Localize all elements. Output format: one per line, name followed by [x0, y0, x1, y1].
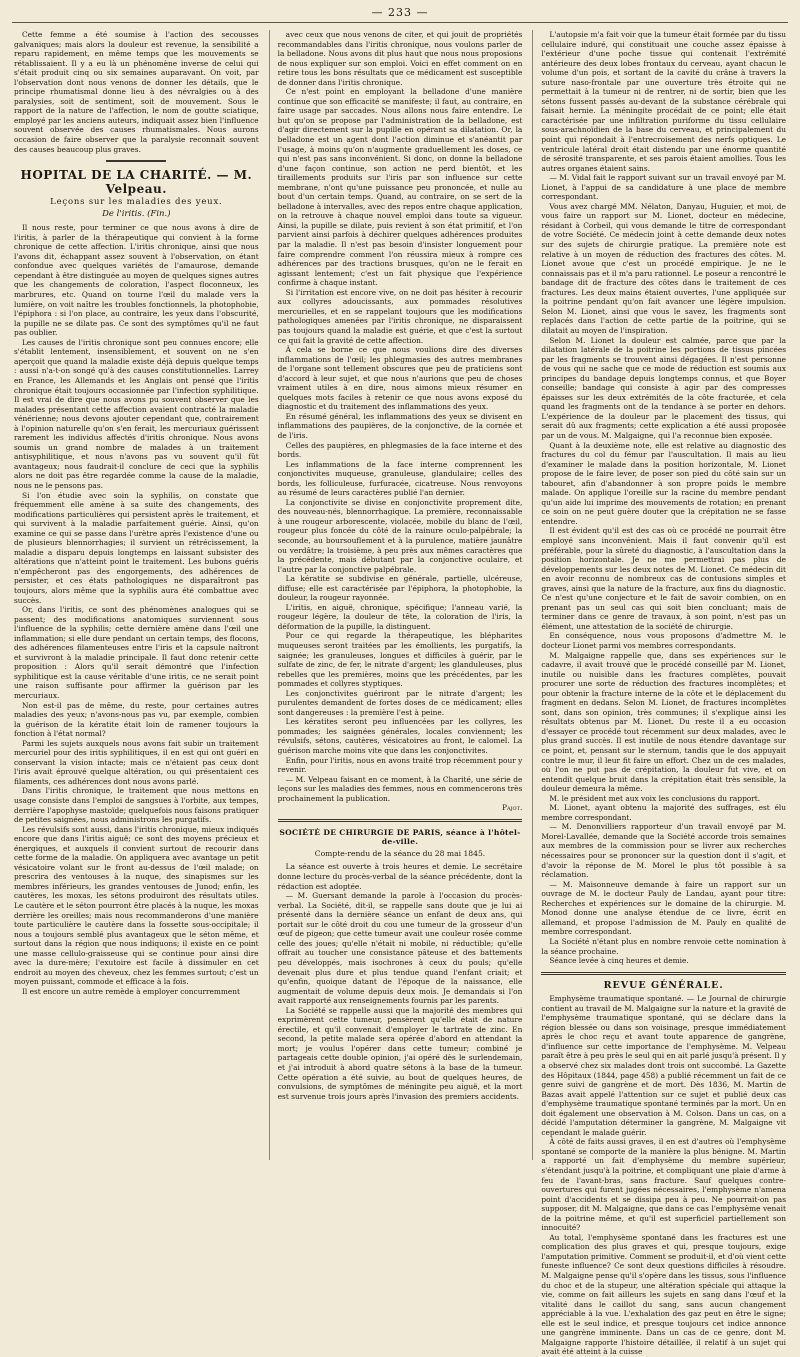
paragraph: Cette femme a été soumise à l'action des secousses galvaniques; mais alors la douleur est revenue, la sensibilité a reparu rapidement, en même temps que les mouvements se rétablissaient. Il y a eu là un phénomène inverse de celui qui s'était produit cinq ou six semaines auparavant. On voit, par l'observation dont nous venons de donner les détails, que le principe rhumatismal donne lieu à des névralgies ou à des paralysies, soit de sentiment, soit de mouvement. Sous le rapport de la nature de l'affection, le nom de goutte sciatique, employé par les anciens auteurs, indiquait assez bien l'influence souvent observée des causes rhumatismales. Nous aurons occasion de faire observer que la paralysie reconnaît souvent des causes beaucoup plus graves.	[14, 30, 259, 154]
article-columns	[14, 30, 787, 1357]
paragraph: Quant à la deuxième note, elle est relative au diagnostic des fractures du col du fémur par l'auscultation. Il mais au lieu d'examiner le malade dans la position horizontale, M. Lionet propose de le faire lever, de poser son pied du côté sain sur un tabouret, afin d'abandonner à son propre poids le membre malade. On applique l'oreille sur la racine du membre pendant qu'un aide lui imprime des mouvements de rotation; en prenant ce soin on ne peut guère douter que la crépitation ne se fasse entendre.	[541, 440, 787, 526]
paragraph: — M. Denonvilliers rapporteur d'un travail envoyé par M. Morel-Lavallée, demande que la Société accorde trois semaines aux membres de la commission pour se livrer aux recherches nécessaires pour se prononcer sur la question dont il s'agit, et d'avoir la réponse de M. Morel le plus tôt possible à sa réclamation.	[541, 822, 787, 880]
paragraph: Or, dans l'iritis, ce sont des phénomènes analogues qui se passent; des modifications anatomiques surviennent sous l'influence de la syphilis; cette dernière amène dans l'œil une inflammation; si elle dure pendant un certain temps, des flocons, des adhérences filamenteuses entre l'iris et la capsule naîtront et survivront à la maladie principale. Il faut donc retenir cette proposition : Alors qu'il serait démontré que l'infection syphilitique est la cause véritable d'une iritis, ce ne serait point une raison suffisante pour affirmer la guérison par les mercuriaux.	[14, 605, 259, 700]
paragraph: La conjonctivite se divise en conjonctivite proprement dite, des nouveau-nés, blennorrhagique. La première, reconnaissable à une rougeur arborescente, violacée, mobile du blanc de l'œil, rougeur plus foncée du côté de la rainure oculo-palpébrale; la seconde, au boursouflement et à la purulence, matière jaunâtre ou verdâtre; la troisième, à peu près aux mêmes caractères que la précédente, mais débutant par la conjonctive oculaire, et l'autre par la conjonctive palpébrale.	[277, 497, 523, 574]
paragraph: À cela se borne ce que nous voulions dire des diverses inflammations de l'œil; les phlegmasies des autres membranes de l'organe sont tellement obscures que peu de praticiens sont d'accord à leur sujet, et que nous n'aurions que peu de choses vraiment utiles à en dire, nous aimons mieux résumer en quelques mots faciles à retenir ce que nous avons exposé du diagnostic et du traitement des inflammations des yeux.	[277, 345, 523, 412]
paragraph: Les causes de l'iritis chronique sont peu connues encore; elle s'établit lentement, insensiblement, et souvent on ne s'en aperçoit que quand la maladie existe déjà depuis quelque temps : aussi n'a-t-on songé qu'à des causes constitutionnelles. Larrey en France, les Allemands et les Anglais ont pensé que l'iritis chronique était toujours occasionnée par l'infection syphilitique. Il est vrai de dire que nous avons pu souvent observer que les malades présentant cette affection avaient contracté la maladie vénérienne; nous devons ajouter cependant que, contrairement à l'opinion naturelle qu'on s'en ferait, les mercuriaux guérissent rarement les individus affectés d'iritis chronique. Nous avons soumis un grand nombre de malades à un traitement antisyphilitique, et nous n'avons pas vu souvent qu'il fût avantageux; nous faudrait-il conclure de ceci que la syphilis alors ne doit pas être regardée comme la cause de la maladie, nous ne le pensons pas.	[14, 337, 259, 490]
paragraph: Au total, l'emphysème spontané dans les fractures est une complication des plus graves et qui, presque toujours, exige l'amputation primitive. Comment se produit-il, et d'où vient cette funeste influence? Ce sont deux questions difficiles à résoudre. M. Malgaigne pense qu'il s'opère dans les tissus, sous l'influence du choc et de la stupeur, une altération spéciale qui attaque la vie, comme on fait ailleurs les sujets en sang dans l'œuf et la vitalité dans le caillot du sang, sans aucun changement appréciable à la vue. L'exhalation des gaz peut en être le signe; elle est le seul indice, et presque toujours cet indice annonce une gangrène imminente. Dans un cas de ce genre, dont M. Malgaigne rapporte l'histoire détaillée, il relatif à un sujet qui avait été atteint à la cuisse	[541, 1232, 787, 1357]
column-left	[14, 30, 259, 1160]
author-signature: Pajot.	[501, 803, 523, 813]
column-right	[532, 30, 787, 1357]
paragraph: M. le président met aux voix les conclusions du rapport.	[549, 793, 761, 803]
column-middle	[269, 30, 523, 1160]
page-number: — 233 —	[371, 6, 429, 19]
paragraph: — M. Guersant demande la parole à l'occasion du procès-verbal. La Société, dit-il, se rappelle sans doute que je lui ai présenté dans la dernière séance un enfant de deux ans, qui portait sur le côté droit du cou une tumeur de la grosseur d'un œuf de pigeon; que cette tumeur avait une couleur rosée comme celle des joues; qu'elle n'était ni mobile, ni réductible; qu'elle offrait au toucher une consistance pâteuse et des battements peu développés, mais isochrones à ceux du pouls; qu'elle devenait plus dure et plus tendue quand l'enfant criait; et qu'enfin, quoique datant de l'époque de la naissance, elle augmentait de volume depuis deux mois. Je demandais si l'on avait rapporté aux renseignements fournis par les parents.	[277, 891, 523, 1006]
paragraph: Les inflammations de la face interne comprennent les conjonctivites muqueuse, granuleuse, glandulaire; celles des bords, les folliculeuse, furfuracée, cicatreuse. Nous renvoyons au résumé de leurs caractères publié l'an dernier.	[277, 459, 523, 498]
paragraph: Dans l'iritis chronique, le traitement que nous mettons en usage consiste dans l'emploi de sangsues à l'orbite, aux tempes, derrière l'apophyse mastoïde; quelquefois nous faisons pratiquer de petites saignées, nous administrons les purgatifs.	[14, 786, 259, 825]
paragraph: — M. Vidal fait le rapport suivant sur un travail envoyé par M. Lionet, à l'appui de sa candidature à une place de membre correspondant.	[541, 173, 787, 202]
paragraph: L'autopsie m'a fait voir que la tumeur était formée par du tissu cellulaire induré, qui constituait une couche assez épaisse à l'extérieur d'une poche tissue qui contenait l'extrémité antérieure des deux lobes frontaux du cerveau, ayant chacun le volume d'un pois, et sortant de la cavité du crâne à travers la suture naso-frontale par une ouverture très étroite qui ne permettait à la tumeur ni de rentrer, ni de sortir, bien que les sétons fussent passés au-devant de la substance cérébrale qui faisait hernie. La méningite procédait de ce point; elle était caractérisée par une infiltration puriforme du tissu cellulaire sous-arachnoïdien de la base du cerveau, et principalement du point qui répondait à l'entrecroisement des nerfs optiques. Le ventricule latéral droit était distendu par une énorme quantité de sérosité transparente, et ses parois étaient amollies. Tous les autres organes étaient sains.	[541, 30, 787, 173]
lecture-title: Leçons sur les maladies des yeux.	[50, 197, 223, 208]
paragraph: En conséquence, nous vous proposons d'admettre M. le docteur Lionet parmi vos membres correspondants.	[541, 631, 787, 650]
paragraph: En résumé général, les inflammations des yeux se divisent en inflammations des paupières, de la conjonctive, de la cornée et de l'iris.	[277, 411, 523, 440]
paragraph: Enfin, pour l'iritis, nous en avons traité trop récemment pour y revenir.	[277, 755, 523, 775]
paragraph: Les révulsifs sont aussi, dans l'iritis chronique, mieux indiqués encore que dans l'iritis aiguë; ce sont des moyens précieux et énergiques, et auxquels il convient surtout de recourir dans cette forme de la maladie. On appliquera avec avantage un petit vésicatoire volant sur le front au-dessus de l'œil malade; on prescrira des ventouses à la nuque, des sinapismes sur les membres inférieurs, les grandes ventouses de Junod; enfin, les cautères, les moxas, les sétons produiront des résultats utiles. Le cautère et le séton pourront être placés à la nuque, les moxas derrière les oreilles; mais nous recommanderons d'une manière toute particulière le cautère dans la fossette sous-occipitale; il nous a toujours semblé plus avantageux que le séton même, et surtout dans la région que nous indiquons; il existe en ce point une masse cellulo-graisseuse qui se continue pour ainsi dire avec la dure-mère; l'exutoire est facile à dissimuler en cet endroit au moyen des cheveux, chez les femmes surtout; c'est un moyen puissant, commode et efficace à la fois.	[14, 824, 259, 987]
paragraph: Il est évident qu'il est des cas où ce procédé ne pourrait être employé sans inconvénient. Mais il faut convenir qu'il est préférable, pour la sûreté du diagnostic, à l'auscultation dans la position horizontale. Je ne me permettrai pas plus de développements sur les deux notes de M. Lionet. Ce médecin dit en avoir reconnu de nombreux cas de contusions simples et graves, ainsi que la nature de la fracture, aux fins du diagnostic. Ce n'est qu'une conjecture et le fait de savoir combien, on en prenant pas un seul cas qui soit bien concluant; mais de terminer dans ce genre de travaux, à son point, n'est pas un élément, une attestation de la société de chirurgie.	[541, 526, 787, 631]
section-title-hospital: HOPITAL DE LA CHARITÉ. — M. Velpeau.	[20, 168, 253, 197]
paragraph: À côté de faits aussi graves, il en est d'autres où l'emphysème spontané se comporte de la manière la plus bénigne. M. Martin a rapporté un fait d'emphysème du membre supérieur, s'étendant jusqu'à la poitrine, et compliquant une plaie d'arme à feu de l'avant-bras, sans fracture. Sauf quelques contre-ouvertures qui furent jugées nécessaires, l'emphysème n'amena point d'accidents et se dissipa peu à peu. Ne pourrait-on pas supposer, dit M. Malgaigne, que dans ce cas l'emphysème venait de la poitrine même, et qu'il est superficiel partiellement son innocuité?	[541, 1137, 787, 1233]
paragraph: Selon M. Lionet la douleur est calmée, parce que par la dilatation latérale de la poitrine les portions de tissus pincées par les fragments se trouvent ainsi dégagées. Il n'est personne de vous qui ne sache que ce mode de réduction est soumis aux principes du bandage depuis longtemps connus, et que Boyer conseille; bandage qui consiste à agir par des compresses épaisses sur les deux extrémités de la côte fracturée, et cela quand les fragments ont de la tendance à se porter en dehors. L'expérience de la douleur par le placement des tissus, qui serait dû aux fragments; cette explication a été aussi proposée par un de vous. M. Malgaigne, qui l'a reconnue bien exposée.	[541, 335, 787, 440]
paragraph: M. Lionet, ayant obtenu la majorité des suffrages, est élu membre correspondant.	[541, 803, 787, 822]
section-title-review: REVUE GÉNÉRALE.	[603, 979, 724, 991]
paragraph: La kératite se subdivise en générale, partielle, ulcéreuse, diffuse; elle est caractérisée par l'épiphora, la photophobie, la douleur, la rougeur rayonnée.	[277, 574, 523, 603]
paragraph: Emphysème traumatique spontané. — Le Journal de chirurgie contient au travail de M. Malgaigne sur la nature et la gravité de l'emphysème traumatique spontané, qui se déclare dans la région blessée ou dans son voisinage, presque immédiatement après le choc reçu et avant toute apparence de gangrène, d'influence sur cette importance de l'emphysème. M. Velpeau paraît être à peu près le seul qui en ait parlé jusqu'à présent. Il y a observé chez six malades dont trois ont succombé. La Gazette des Hôpitaux (1844, page 458) a publié récemment un fait de ce genre suivi de gangrène et de mort. Dès 1836, M. Martin de Bazas avait appelé l'attention sur ce sujet et publié deux cas d'emphysème traumatique spontané terminés par la mort. Un en doit également une observation à M. Colson. Dans un cas, on a décidé l'amputation déterminer la gangrène, M. Malgaigne vit cependant le malade guérir.	[541, 994, 787, 1137]
separator	[278, 819, 523, 822]
paragraph: La Société n'étant plus en nombre renvoie cette nomination à la séance prochaine.	[541, 936, 787, 956]
top-rule	[12, 22, 788, 23]
paragraph: Il est encore un autre remède à employer concurremment	[22, 986, 241, 996]
paragraph: L'iritis, en aiguë, chronique, spécifique; l'anneau varié, la rougeur légère, la douleur de tête, la coloration de l'iris, la déformation de la pupille, la distinguent.	[277, 602, 523, 631]
session-date: Compte-rendu de la séance du 28 mai 1845.	[314, 848, 486, 858]
paragraph: Non est-il pas de même, du reste, pour certaines autres maladies des yeux; n'avons-nous pas vu, par exemple, combien la guérison de la kératite était loin de ramener toujours la fonction à l'état normal?	[14, 700, 259, 739]
lecture-subtitle: De l'iritis. (Fin.)	[102, 208, 171, 219]
paragraph: Séance levée à cinq heures et demie.	[549, 956, 689, 966]
section-title-society: SOCIÉTÉ DE CHIRURGIE DE PARIS, séance à l'hôtel-de-ville.	[279, 827, 521, 847]
paragraph: Si l'irritation est encore vive, on ne doit pas hésiter à recourir aux collyres adoucissants, aux pommades résolutives mercurielles, et en se rappelant toujours que les modifications pathologiques amenées par l'iritis chronique, ne disparaissent pas toujours quand la maladie est guérie, et que c'est la surtout ce qui fait la gravité de cette affection.	[277, 287, 523, 345]
paragraph: avec ceux que nous venons de citer, et qui jouit de propriétés recommandables dans l'iritis chronique, nous voulons parler de la belladone. Nous avons dit plus haut que nous nous proposions de nous expliquer sur son emploi. Voici en effet comment on en retire tous les bons résultats que ce médicament est susceptible de donner dans l'iritis chronique.	[277, 30, 523, 87]
paragraph: Ce n'est point en employant la belladone d'une manière continue que son efficacité se manifeste; il faut, au contraire, en faire usage par saccades. Nous allons nous faire entendre. Le but qu'on se propose par l'administration de la belladone, est d'agir directement sur la pupille en opérant sa dilatation. Or, la belladone est un agent dont l'action diminue et s'anéantit par l'usage, à moins qu'on n'augmente graduellement les doses, ce qui n'est pas sans inconvénient. Si donc, on donne la belladone d'une façon continue, son action ne perd bientôt, et les tiraillements produits sur l'iris par son influence sur cette membrane, n'ont qu'une puissance peu prononcée, et nulle au bout d'un certain temps. Quand, au contraire, on se sert de la belladone à intervalles, avec des repos entre chaque application, on la retrouve à chaque nouvel emploi dans toute sa vigueur. Ainsi, la pupille se dilate, puis revient à son état primitif, et l'on parvient ainsi parfois à déchirer quelques adhérences produites par la maladie. Il n'est pas besoin d'insister longuement pour faire comprendre comment l'on réussira mieux à rompre ces adhérences par des tractions brusques, qu'on ne le ferait en agissant lentement; c'est un fait physique que l'expérience confirme à chaque instant.	[277, 87, 523, 288]
paragraph: La séance est ouverte à trois heures et demie. Le secrétaire donne lecture du procès-verbal de la séance précédente, dont la rédaction est adoptée.	[277, 862, 523, 891]
paragraph: Les kératites seront peu influencées par les collyres, les pommades; les saignées générales, locales conviennent; les révulsifs, sétons, cautères, vésicatoires au front, le calomel. La guérison marche moins vite que dans les conjonctivites.	[277, 717, 523, 756]
paragraph: La Société se rappelle aussi que la majorité des membres qui exprimèrent cette tumeur, pensèrent qu'elle était de nature érectile, et qu'il convenait d'employer le tartrate de zinc. En second, la petite malade sera opérée d'abord en attendant la mort; je voulus l'opérer dans cette tumeur; combiné je partageais cette double opinion, j'ai opéré dès le surlendemain, et j'ai introduit à abord quatre sétons à la base de la tumeur. Cette opération a été suivie, au bout de quelques heures, de convulsions, de symptômes de méningite peu aiguë, et la mort est survenue trois jours après l'invasion des premiers accidents.	[277, 1005, 523, 1101]
separator	[106, 160, 166, 162]
separator	[541, 972, 786, 975]
paragraph: Pour ce qui regarde la thérapeutique, les blépharites muqueuses seront traitées par les émollients, les purgatifs, la saignée; les granuleuses, longues et difficiles à guérir, par le sulfate de zinc, de fer, le nitrate d'argent; les glanduleuses, plus rebelles que les premières, moins que les précédentes, par les pommades et collyres styptiques.	[277, 631, 523, 689]
paragraph: Vous avez chargé MM. Nélaton, Danyau, Huguier, et moi, de vous faire un rapport sur M. Lionet, docteur en médecine, résidant à Corbeil, qui vous demande le titre de correspondant de votre Société. Ce médecin joint à cette demande deux notes sur des sujets de chirurgie pratique. La première note est relative à un moyen de réduction des fractures des côtes. M. Lionet avoue que c'est un procédé empirique. Je ne le connaissais pas et il m'a paru rationnel. Le poseur a rencontré le bandage dit de fracture des côtes dans le traitement de ces fractures. Les deux mains étaient ouvertes, l'une appliquée sur la poitrine pendant qu'on fait avancer une légère impulsion. Selon M. Lionet, ainsi que vous le savez, les fragments sont replacés dans l'action de cette partie de la poitrine, qui se dilatait au moyen de l'inspiration.	[541, 201, 787, 335]
paragraph: M. Malgaigne rappelle que, dans ses expériences sur le cadavre, il avait trouvé que le procédé conseillé par M. Lionet, inutile ou nuisible dans les fractures complètes, pouvait procurer une sorte de réduction des fractures incomplètes; et pour obtenir la fracture interne de la côte et le déplacement du fragment en dedans. Selon M. Lionet, de fractures incomplètes sont, dans son opinion, très communes; il s'explique ainsi les résultats obtenus par M. Lionet. Du reste il a eu occasion d'essayer ce procédé tout récemment sur deux malades, avec le plus grand succès. Il est inutile de nous étendre davantage sur ce point, et, pensant sur le sternum, tandis que le dos appuyait contre le mur, il leur fit faire un effort. Chez un de ces malades, où l'on ne put pas de crépitation, la douleur fut vive, et on entendit quelque bruit dans la crépitation était très sensible, la douleur demeura la même.	[541, 650, 787, 794]
paragraph: Les conjonctivites guériront par le nitrate d'argent; les purulentes demandent de fortes doses de ce médicament; elles sont dangereuses : la première l'est à peine.	[277, 688, 523, 717]
paragraph: — M. Velpeau faisant en ce moment, à la Charité, une série de leçons sur les maladies des femmes, nous en commencerons très prochainement la publication.	[277, 774, 523, 803]
paragraph: Parmi les sujets auxquels nous avons fait subir un traitement mercuriel pour des iritis syphilitiques, il en est qui ont guéri en conservant la vision intacte; mais ce n'étaient pas ceux dont l'iris avait éprouvé quelque altération, ou qui présentaient ces filaments, ces adhérences dont nous avons parlé.	[14, 738, 259, 786]
paragraph: Celles des paupières, en phlegmasies de la face interne et des bords.	[277, 440, 523, 460]
paragraph: — M. Maisonneuve demande à faire un rapport sur un ouvrage de M. le docteur Pauly de Landau, ayant pour titre: Recherches et expériences sur le domaine de la chirurgie. M. Monod donne une analyse étendue de ce livre, écrit en allemand, et propose l'admission de M. Pauly en qualité de membre correspondant.	[541, 879, 787, 937]
paragraph: Si l'on étudie avec soin la syphilis, on constate que fréquemment elle amène à sa suite des changements, des modifications particulières qui persistent après le traitement, et qui survivent à la maladie parfaitement guérie. Ainsi, qu'on examine ce qui se passe dans l'urètre après l'existence d'une ou de plusieurs blennorrhagies; il survient un rétrécissement, la maladie a disparu depuis longtemps en laissant subsister des altérations que n'atteint point le traitement. Les bubons guéris n'empêcheront pas des engorgements, des adhérences de persister, et ces états pathologiques ne disparaîtront pas toujours, alors même que la syphilis aura été combattue avec succès.	[14, 490, 259, 605]
paragraph: Il nous reste, pour terminer ce que nous avons à dire de l'iritis, à parler de la thérapeutique qui convient à la forme chronique de cette affection. L'iritis chronique, ainsi que nous l'avons dit, échappant assez souvent à l'observation, on étant confondue avec quelques variétés de l'amaurose, demande cependant à être distinguée au moyen de quelques signes autres que les changements de coloration, l'aspect floconneux, les marbrures, etc. Quand on tourne l'œil du malade vers la lumière, on voit naître les troubles fonctionnels, la photophobie, l'épiphora : si l'on place, au contraire, les yeux dans l'obscurité, la pupille ne se dilate pas. Ce sont des symptômes qu'il ne faut pas oublier.	[14, 223, 259, 338]
